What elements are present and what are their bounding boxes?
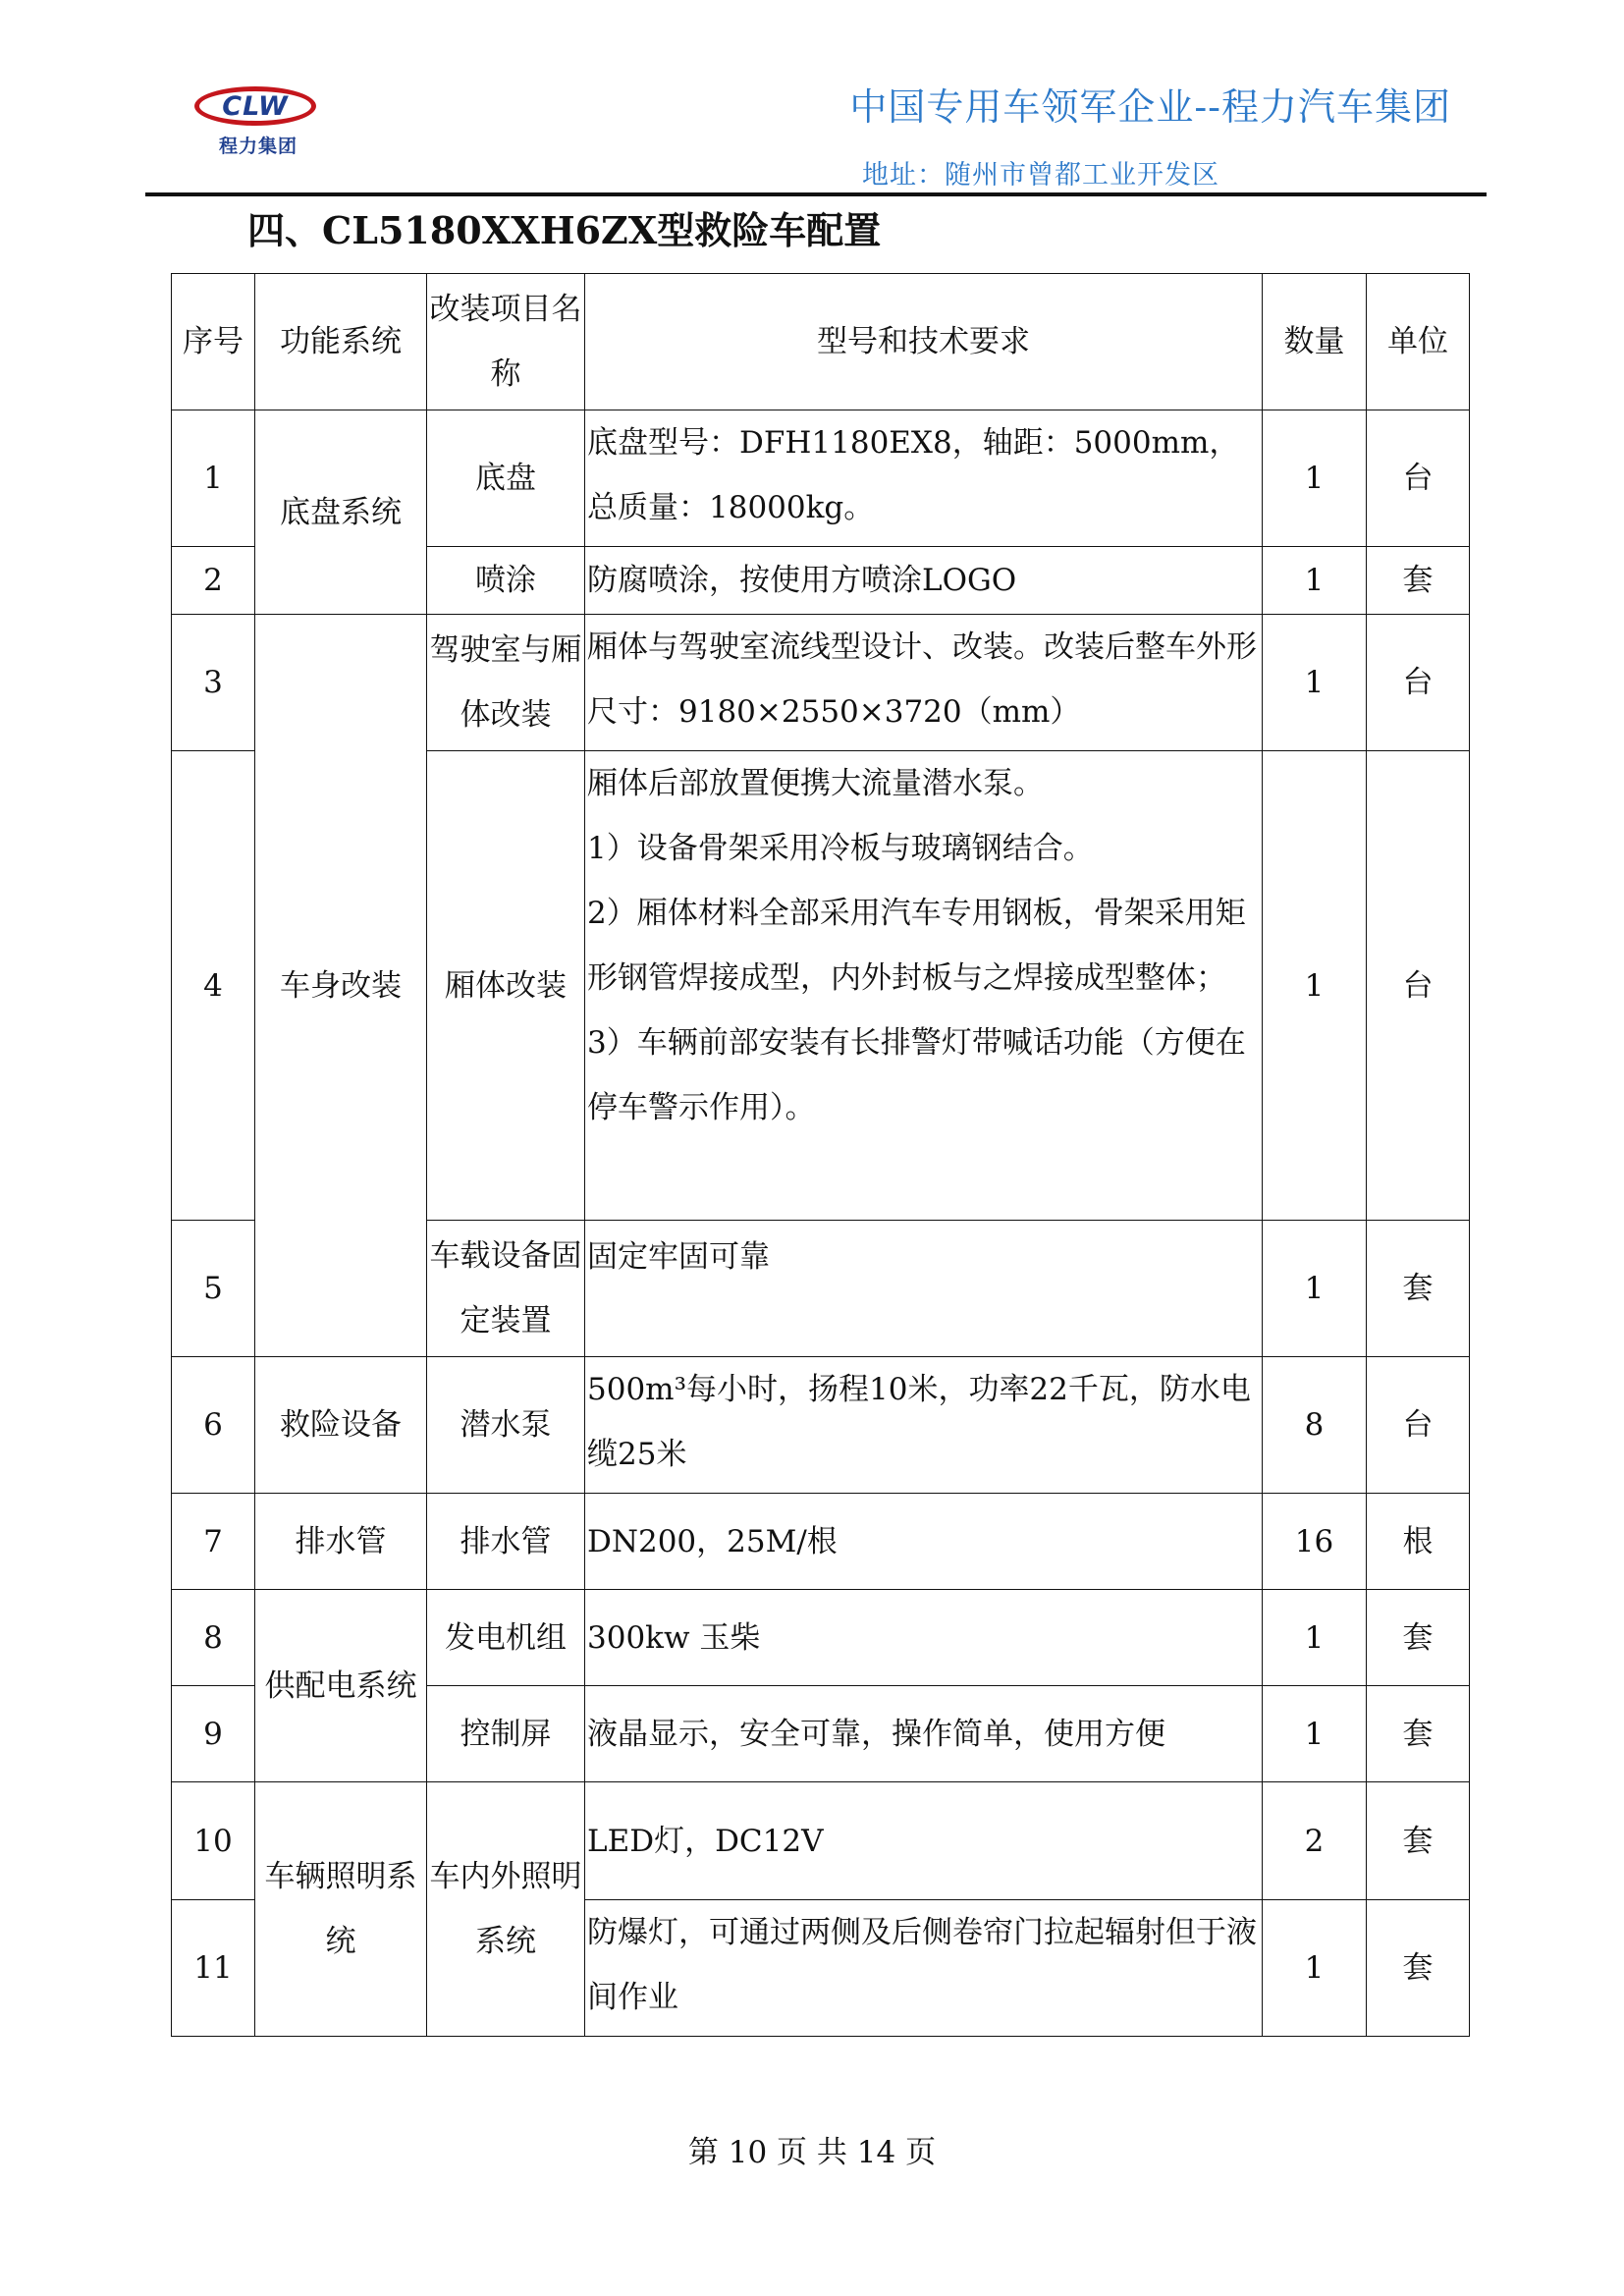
row-unit: 套 [1367, 1590, 1470, 1686]
row-index: 5 [172, 1221, 255, 1357]
row-unit: 套 [1367, 547, 1470, 615]
row-quantity: 1 [1263, 1686, 1367, 1782]
configuration-table [171, 273, 1470, 2037]
header-index: 序号 [172, 274, 255, 410]
row-item: 潜水泵 [427, 1357, 585, 1494]
row-requirements: 底盘型号：DFH1180EX8，轴距：5000mm，总质量：18000kg。 [585, 410, 1263, 547]
table-row [172, 1357, 1470, 1494]
row-index: 10 [172, 1782, 255, 1900]
row-unit: 根 [1367, 1494, 1470, 1590]
header-system: 功能系统 [255, 274, 427, 410]
row-item: 驾驶室与厢体改装 [427, 615, 585, 751]
row-quantity: 8 [1263, 1357, 1367, 1494]
header-item-name: 改装项目名称 [427, 274, 585, 410]
row-requirements: 300kw 玉柴 [585, 1590, 1263, 1686]
header-unit: 单位 [1367, 274, 1470, 410]
row-index: 8 [172, 1590, 255, 1686]
row-quantity: 16 [1263, 1494, 1367, 1590]
table-row [172, 410, 1470, 547]
table-header-row [172, 274, 1470, 410]
table-row [172, 615, 1470, 751]
header-slogan: 中国专用车领军企业--程力汽车集团 [849, 85, 1451, 129]
row-requirements: DN200，25M/根 [585, 1494, 1263, 1590]
row-unit: 台 [1367, 615, 1470, 751]
row-system: 车身改装 [255, 615, 427, 1357]
header-requirements: 型号和技术要求 [585, 274, 1263, 410]
row-requirements: 500m³每小时，扬程10米，功率22千瓦，防水电缆25米 [585, 1357, 1263, 1494]
table-row [172, 1590, 1470, 1686]
row-unit: 台 [1367, 410, 1470, 547]
row-quantity: 2 [1263, 1782, 1367, 1900]
row-index: 3 [172, 615, 255, 751]
row-item: 车内外照明系统 [427, 1782, 585, 2037]
row-item: 控制屏 [427, 1686, 585, 1782]
row-item: 喷涂 [427, 547, 585, 615]
row-index: 7 [172, 1494, 255, 1590]
row-item: 底盘 [427, 410, 585, 547]
header-divider [145, 192, 1487, 196]
row-item: 发电机组 [427, 1590, 585, 1686]
row-unit: 套 [1367, 1686, 1470, 1782]
row-requirements: 液晶显示，安全可靠，操作简单，使用方便 [585, 1686, 1263, 1782]
row-requirements: 固定牢固可靠 [585, 1221, 1263, 1357]
table-row [172, 1782, 1470, 1900]
row-index: 6 [172, 1357, 255, 1494]
row-requirements: 防爆灯，可通过两侧及后侧卷帘门拉起辐射但于液间作业 [585, 1900, 1263, 2037]
requirement-line: 1）设备骨架采用冷板与玻璃钢结合。 [587, 831, 1094, 866]
requirement-line: 厢体后部放置便携大流量潜水泵。 [587, 766, 1044, 801]
row-unit: 台 [1367, 751, 1470, 1221]
row-requirements: LED灯，DC12V [585, 1782, 1263, 1900]
logo-subtitle: 程力集团 [218, 136, 298, 157]
table-row [172, 1494, 1470, 1590]
row-requirements: 防腐喷涂，按使用方喷涂LOGO [585, 547, 1263, 615]
row-item: 厢体改装 [427, 751, 585, 1221]
row-index: 11 [172, 1900, 255, 2037]
page-number: 第 10 页 共 14 页 [687, 2135, 937, 2170]
row-system: 供配电系统 [255, 1590, 427, 1782]
header-address: 地址：随州市曾都工业开发区 [862, 160, 1219, 191]
row-unit: 套 [1367, 1782, 1470, 1900]
company-logo [192, 82, 324, 161]
row-quantity: 1 [1263, 1590, 1367, 1686]
row-unit: 台 [1367, 1357, 1470, 1494]
row-index: 9 [172, 1686, 255, 1782]
row-system: 救险设备 [255, 1357, 427, 1494]
requirement-line: 3）车辆前部安装有长排警灯带喊话功能（方便在停车警示作用）。 [587, 1025, 1246, 1125]
section-title: 四、CL5180XXH6ZX型救险车配置 [247, 208, 882, 252]
requirement-line: 2）厢体材料全部采用汽车专用钢板，骨架采用矩形钢管焊接成型，内外封板与之焊接成型整体； [587, 896, 1246, 996]
row-unit: 套 [1367, 1221, 1470, 1357]
row-quantity: 1 [1263, 1221, 1367, 1357]
row-requirements [585, 751, 1263, 1221]
row-quantity: 1 [1263, 410, 1367, 547]
header-quantity: 数量 [1263, 274, 1367, 410]
row-quantity: 1 [1263, 547, 1367, 615]
row-index: 1 [172, 410, 255, 547]
row-system: 车辆照明系统 [255, 1782, 427, 2037]
row-index: 2 [172, 547, 255, 615]
logo-emblem [194, 86, 316, 126]
row-quantity: 1 [1263, 1900, 1367, 2037]
row-requirements: 厢体与驾驶室流线型设计、改装。改装后整车外形尺寸：9180×2550×3720（mm） [585, 615, 1263, 751]
row-quantity: 1 [1263, 615, 1367, 751]
row-item: 车载设备固定装置 [427, 1221, 585, 1357]
row-index: 4 [172, 751, 255, 1221]
logo-text: CLW [222, 90, 289, 122]
row-quantity: 1 [1263, 751, 1367, 1221]
row-unit: 套 [1367, 1900, 1470, 2037]
row-system: 排水管 [255, 1494, 427, 1590]
row-system: 底盘系统 [255, 410, 427, 615]
row-item: 排水管 [427, 1494, 585, 1590]
